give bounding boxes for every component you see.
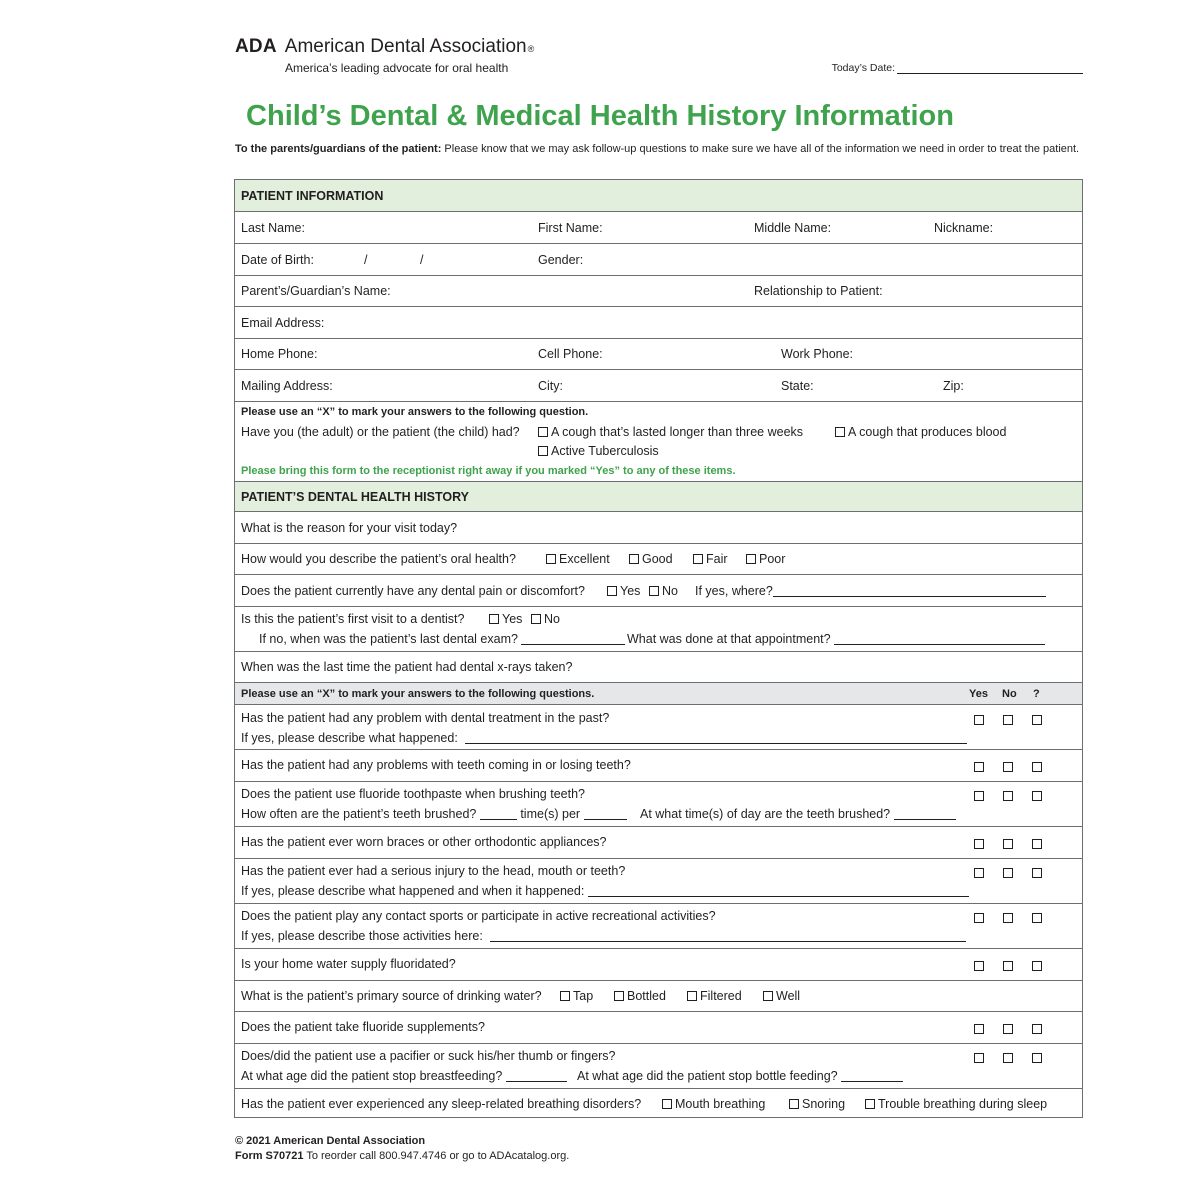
option-label: Snoring [802, 1096, 846, 1111]
tb-option-blood-cough[interactable] [835, 425, 1006, 439]
intro-body: Please know that we may ask follow-up questions to make sure we have all of the information we need in order to treat the patient. [441, 143, 1080, 155]
email-row [235, 306, 1082, 338]
answer-unsure[interactable] [1032, 911, 1042, 925]
question-row-teeth-coming-in [235, 749, 1082, 781]
section-title: PATIENT’S DENTAL HEALTH HISTORY [241, 489, 470, 504]
answer-unsure[interactable] [1032, 1051, 1042, 1065]
checkbox[interactable] [1032, 913, 1042, 923]
question-text: Does the patient use fluoride toothpaste when brushing teeth? [241, 787, 585, 801]
last-exam-label: If no, when was the patient’s last dental exam? [259, 632, 518, 646]
breastfeeding-field[interactable] [241, 1069, 567, 1083]
checkbox[interactable] [1003, 791, 1013, 801]
gender-field[interactable]: Gender: [538, 252, 584, 267]
tb-instruction: Please use an “X” to mark your answers to the following question. [241, 406, 589, 418]
pain-question: Does the patient currently have any dental pain or discomfort? [241, 583, 585, 598]
page-header [235, 36, 1083, 84]
answer-no[interactable] [1003, 1022, 1013, 1036]
drinking-tap[interactable] [560, 989, 593, 1003]
guardian-row [235, 275, 1082, 306]
answer-yes[interactable] [974, 911, 984, 925]
copyright-text: © 2021 American Dental Association [235, 1135, 426, 1147]
drinking-well[interactable] [763, 989, 800, 1003]
brushing-time-field[interactable] [640, 807, 956, 821]
bottle-feeding-label: At what age did the patient stop bottle feeding? [577, 1069, 838, 1083]
answer-no[interactable] [1003, 837, 1013, 851]
answer-no[interactable] [1003, 1051, 1013, 1065]
pain-where-line[interactable] [773, 586, 1046, 597]
logo-name: American Dental Association [284, 36, 527, 57]
zip-field[interactable]: Zip: [943, 378, 964, 393]
checkbox[interactable] [560, 991, 570, 1001]
checkbox[interactable] [1032, 715, 1042, 725]
todays-date-label: Today’s Date: [831, 62, 895, 74]
answer-unsure[interactable] [1032, 713, 1042, 727]
checkbox[interactable] [974, 791, 984, 801]
question-text: Has the patient had any problem with dental treatment in the past? [241, 711, 610, 725]
bottle-feeding-line[interactable] [841, 1071, 903, 1082]
pain-yes[interactable] [607, 584, 640, 598]
checkbox[interactable] [789, 1099, 799, 1109]
copyright [235, 1134, 569, 1149]
questions-instruction: Please use an “X” to mark your answers to the following questions. [241, 687, 595, 700]
tb-option-long-cough[interactable] [538, 425, 803, 439]
address-row [235, 369, 1082, 401]
drinking-filtered[interactable] [687, 989, 742, 1003]
answer-no[interactable] [1003, 911, 1013, 925]
question-row-injury [235, 858, 1082, 903]
option-label: Yes [620, 583, 641, 598]
form-number: Form S70721 [235, 1150, 304, 1162]
answer-no[interactable] [1003, 789, 1013, 803]
checkbox[interactable] [1003, 913, 1013, 923]
checkbox[interactable] [974, 1024, 984, 1034]
names-row [235, 211, 1082, 243]
question-text: Does/did the patient use a pacifier or suck his/her thumb or fingers? [241, 1049, 616, 1063]
pain-where[interactable] [695, 584, 1046, 598]
describe-label: If yes, please describe those activities here: [241, 929, 483, 943]
tb-option-active-tb[interactable] [538, 444, 659, 458]
option-label: Trouble breathing during sleep [878, 1096, 1048, 1111]
checkbox[interactable] [649, 586, 659, 596]
option-label: Mouth breathing [675, 1096, 766, 1111]
xrays-field[interactable]: When was the last time the patient had dental x-rays taken? [241, 660, 573, 674]
checkbox[interactable] [607, 586, 617, 596]
describe-line[interactable] [465, 733, 967, 744]
times-per-label: time(s) per [520, 807, 581, 821]
intro-bold: To the parents/guardians of the patient: [235, 143, 442, 155]
tb-question: Have you (the adult) or the patient (the child) had? [241, 425, 520, 439]
checkbox[interactable] [1003, 961, 1013, 971]
pain-where-label: If yes, where? [695, 583, 773, 598]
pain-no[interactable] [649, 584, 678, 598]
checkbox[interactable] [974, 868, 984, 878]
option-label: A cough that’s lasted longer than three weeks [551, 425, 804, 439]
checkbox[interactable] [1003, 762, 1013, 772]
checkbox[interactable] [1003, 715, 1013, 725]
home-phone-field[interactable]: Home Phone: [241, 347, 318, 361]
checkbox[interactable] [1032, 762, 1042, 772]
logo-abbreviation: ADA [235, 36, 277, 57]
checkbox[interactable] [614, 991, 624, 1001]
checkbox[interactable] [687, 991, 697, 1001]
describe-line[interactable] [490, 931, 966, 942]
checkbox[interactable] [629, 554, 639, 564]
describe-label: If yes, please describe what happened: [241, 731, 458, 745]
page-footer [235, 1134, 569, 1164]
sleep-trouble-breathing[interactable] [865, 1097, 1047, 1111]
tb-notice: Please bring this form to the receptionist right away if you marked “Yes” to any of these items. [241, 465, 736, 477]
answer-yes[interactable] [974, 760, 984, 774]
section-header-dental-history [235, 481, 1082, 511]
answer-no[interactable] [1003, 866, 1013, 880]
what-done-line[interactable] [834, 634, 1045, 645]
form-info [235, 1149, 569, 1164]
bottle-feeding-field[interactable] [577, 1069, 903, 1083]
question-text: Does the patient play any contact sports or participate in active recreational activities? [241, 909, 716, 923]
column-yes: Yes [969, 687, 988, 700]
describe-field[interactable] [241, 731, 967, 745]
option-label: Well [776, 989, 801, 1003]
checkbox[interactable] [1032, 791, 1042, 801]
brush-often-label: How often are the patient’s teeth brushed? [241, 807, 477, 821]
describe-line[interactable] [588, 886, 969, 897]
answer-unsure[interactable] [1032, 789, 1042, 803]
dob-row [235, 243, 1082, 275]
column-unsure: ? [1033, 687, 1040, 700]
first-visit-yes[interactable] [489, 612, 522, 626]
checkbox[interactable] [531, 614, 541, 624]
describe-field[interactable] [241, 884, 969, 898]
sleep-mouth-breathing[interactable] [662, 1097, 765, 1111]
first-visit-no[interactable] [531, 612, 560, 626]
question-row-fluoridated-water [235, 948, 1082, 980]
brushing-frequency-field[interactable] [241, 807, 627, 821]
checkbox[interactable] [538, 446, 548, 456]
option-label: No [544, 612, 560, 626]
dob-slash-2: / [420, 252, 424, 267]
oral-health-row [235, 543, 1082, 574]
checkbox[interactable] [1003, 1053, 1013, 1063]
registered-mark: ® [527, 44, 535, 54]
answer-unsure[interactable] [1032, 760, 1042, 774]
question-text: Has the patient ever worn braces or other orthodontic appliances? [241, 835, 607, 849]
checkbox[interactable] [546, 554, 556, 564]
question-text: Has the patient ever had a serious injury to the head, mouth or teeth? [241, 864, 626, 878]
last-exam-field[interactable] [259, 632, 625, 646]
intro-text [235, 142, 1083, 157]
describe-label: If yes, please describe what happened and when it happened: [241, 884, 585, 898]
middle-name-field[interactable]: Middle Name: [754, 220, 832, 235]
question-row-treatment-problem [235, 704, 1082, 749]
answer-yes[interactable] [974, 837, 984, 851]
brush-when-line[interactable] [894, 809, 956, 820]
first-visit-row [235, 606, 1082, 651]
todays-date-line[interactable] [897, 64, 1083, 74]
brush-count-line[interactable] [480, 809, 517, 820]
brush-period-line[interactable] [584, 809, 627, 820]
option-label: Filtered [700, 989, 742, 1003]
option-label: Bottled [627, 989, 666, 1003]
mailing-address-field[interactable]: Mailing Address: [241, 378, 333, 393]
checkbox[interactable] [974, 762, 984, 772]
first-name-field[interactable]: First Name: [538, 220, 603, 235]
checkbox[interactable] [974, 961, 984, 971]
page-title: Child’s Dental & Medical Health History Information [246, 100, 954, 132]
checkbox[interactable] [489, 614, 499, 624]
breastfeeding-line[interactable] [506, 1071, 567, 1082]
option-label: Yes [502, 612, 523, 626]
checkbox[interactable] [1032, 961, 1042, 971]
sleep-question: Has the patient ever experienced any sleep-related breathing disorders? [241, 1096, 642, 1111]
question-text: Has the patient had any problems with teeth coming in or losing teeth? [241, 758, 631, 772]
checkbox[interactable] [1003, 868, 1013, 878]
relationship-field[interactable]: Relationship to Patient: [754, 284, 883, 298]
answer-yes[interactable] [974, 866, 984, 880]
option-label: No [662, 583, 678, 598]
guardian-name-field[interactable]: Parent’s/Guardian’s Name: [241, 284, 391, 298]
option-label: Poor [759, 552, 786, 566]
option-label: Excellent [559, 552, 610, 566]
oral-health-good[interactable] [629, 552, 673, 566]
checkbox[interactable] [1032, 1053, 1042, 1063]
email-field[interactable]: Email Address: [241, 315, 325, 330]
ada-logo [235, 36, 534, 75]
checkbox[interactable] [693, 554, 703, 564]
oral-health-poor[interactable] [746, 552, 785, 566]
checkbox[interactable] [1032, 1024, 1042, 1034]
drinking-water-row [235, 980, 1082, 1011]
question-row-braces [235, 826, 1082, 858]
checkbox[interactable] [974, 1053, 984, 1063]
column-no: No [1002, 687, 1017, 700]
oral-health-excellent[interactable] [546, 552, 610, 566]
answer-yes[interactable] [974, 713, 984, 727]
breastfeeding-label: At what age did the patient stop breastfeeding? [241, 1069, 503, 1083]
question-row-fluoride-toothpaste [235, 781, 1082, 826]
what-done-label: What was done at that appointment? [627, 632, 831, 646]
answer-unsure[interactable] [1032, 866, 1042, 880]
answer-unsure[interactable] [1032, 837, 1042, 851]
checkbox[interactable] [1032, 839, 1042, 849]
question-row-sports [235, 903, 1082, 948]
logo-tagline: America’s leading advocate for oral health [285, 61, 509, 75]
state-field[interactable]: State: [781, 378, 814, 393]
answer-no[interactable] [1003, 760, 1013, 774]
answer-unsure[interactable] [1032, 959, 1042, 973]
checkbox[interactable] [1003, 839, 1013, 849]
cell-phone-field[interactable]: Cell Phone: [538, 347, 603, 361]
drinking-water-question: What is the patient’s primary source of drinking water? [241, 989, 542, 1003]
dob-slash-1: / [364, 252, 368, 267]
answer-yes[interactable] [974, 959, 984, 973]
sleep-row [235, 1088, 1082, 1118]
section-header-patient-info [235, 180, 1082, 211]
nickname-field[interactable]: Nickname: [934, 220, 994, 235]
work-phone-field[interactable]: Work Phone: [781, 347, 854, 361]
reason-row [235, 511, 1082, 543]
question-text: Is your home water supply fluoridated? [241, 957, 456, 971]
checkbox[interactable] [974, 715, 984, 725]
option-label: Fair [706, 552, 728, 566]
checkbox[interactable] [974, 839, 984, 849]
last-exam-line[interactable] [521, 634, 625, 645]
checkbox[interactable] [974, 913, 984, 923]
checkbox[interactable] [835, 427, 845, 437]
checkbox[interactable] [662, 1099, 672, 1109]
drinking-bottled[interactable] [614, 989, 666, 1003]
first-visit-question: Is this the patient’s first visit to a dentist? [241, 612, 465, 626]
what-done-field[interactable] [627, 632, 1045, 646]
describe-field[interactable] [241, 929, 966, 943]
answer-yes[interactable] [974, 789, 984, 803]
checkbox[interactable] [865, 1099, 875, 1109]
option-label: Active Tuberculosis [551, 444, 659, 458]
checkbox[interactable] [1032, 868, 1042, 878]
xrays-row [235, 651, 1082, 682]
pain-row [235, 574, 1082, 606]
reorder-text: To reorder call 800.947.4746 or go to ADAcatalog.org. [303, 1150, 570, 1162]
answer-no[interactable] [1003, 713, 1013, 727]
section-title: PATIENT INFORMATION [241, 188, 384, 203]
question-row-supplements [235, 1011, 1082, 1043]
checkbox[interactable] [763, 991, 773, 1001]
answer-yes[interactable] [974, 1022, 984, 1036]
brush-when-label: At what time(s) of day are the teeth brushed? [640, 807, 891, 821]
checkbox[interactable] [538, 427, 548, 437]
reason-for-visit-field[interactable]: What is the reason for your visit today? [241, 520, 458, 535]
phone-row [235, 338, 1082, 369]
answer-no[interactable] [1003, 959, 1013, 973]
question-row-pacifier [235, 1043, 1082, 1088]
option-label: A cough that produces blood [848, 425, 1007, 439]
health-history-form [234, 179, 1083, 1118]
question-text: Does the patient take fluoride supplements? [241, 1020, 485, 1034]
option-label: Tap [573, 989, 594, 1003]
checkbox[interactable] [1003, 1024, 1013, 1034]
last-name-field[interactable]: Last Name: [241, 220, 305, 235]
option-label: Good [642, 552, 673, 566]
oral-health-question: How would you describe the patient’s oral health? [241, 552, 516, 566]
questions-instruction-row [235, 682, 1082, 704]
sleep-snoring[interactable] [789, 1097, 845, 1111]
checkbox[interactable] [746, 554, 756, 564]
dob-field[interactable]: Date of Birth: [241, 252, 314, 267]
answer-yes[interactable] [974, 1051, 984, 1065]
tb-screening-block [235, 401, 1082, 481]
todays-date-field[interactable] [832, 62, 1083, 74]
oral-health-fair[interactable] [693, 552, 728, 566]
city-field[interactable]: City: [538, 378, 563, 393]
answer-unsure[interactable] [1032, 1022, 1042, 1036]
